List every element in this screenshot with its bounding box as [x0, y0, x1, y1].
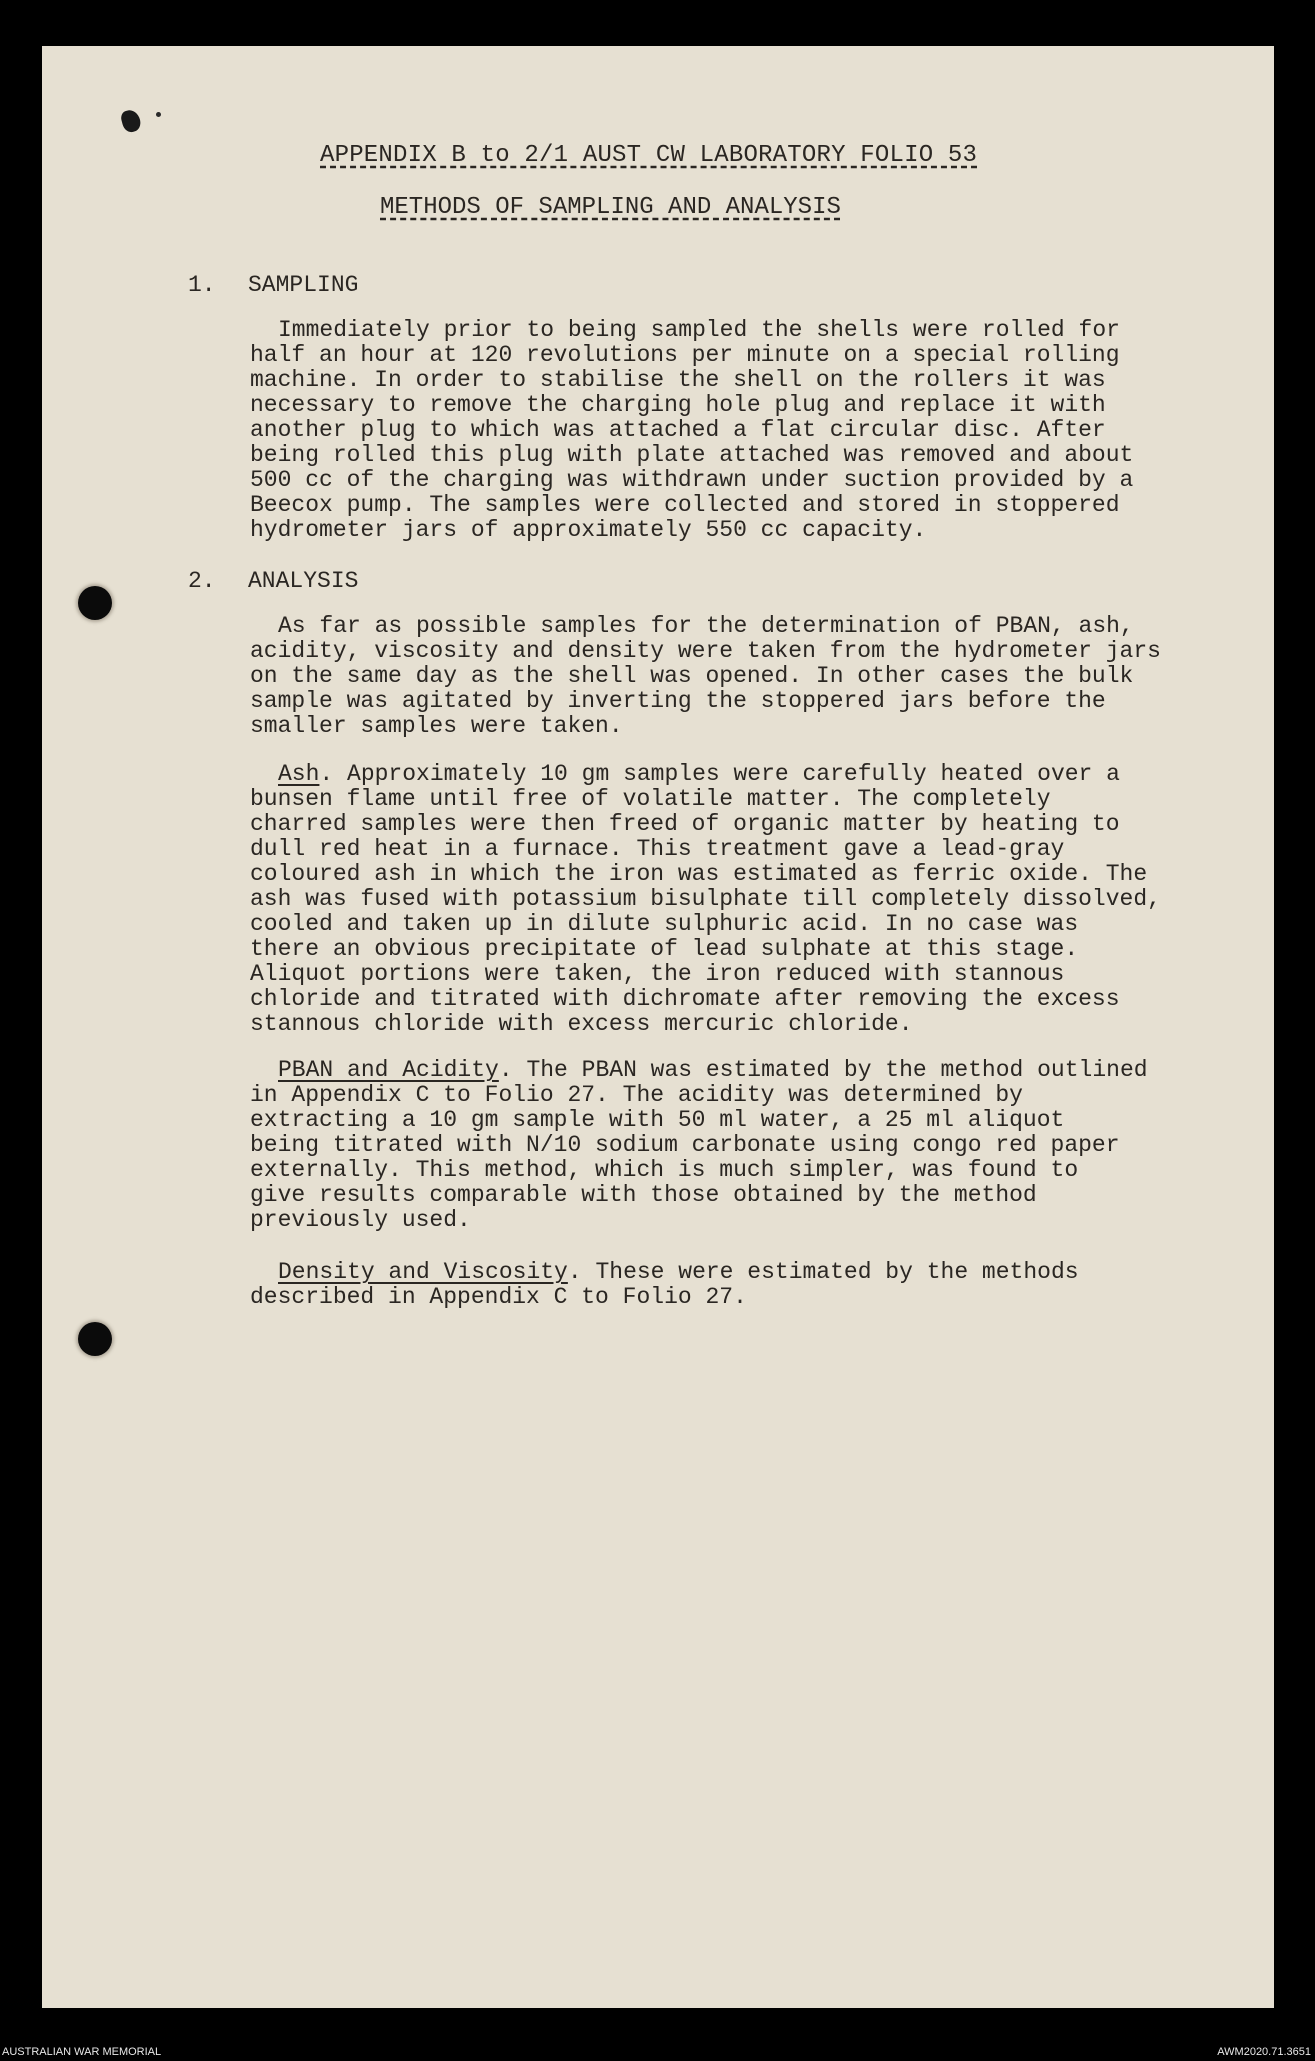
section-heading-sampling: [188, 272, 358, 298]
text-line: externally. This method, which is much simpler, was found to: [250, 1157, 1079, 1183]
ink-speck-mark: [119, 108, 142, 134]
section-title: ANALYSIS: [248, 568, 359, 594]
paragraph-lead-pban: PBAN and Acidity: [278, 1057, 499, 1083]
paragraph-lead-rest: . The PBAN was estimated by the method outlined: [498, 1057, 1148, 1083]
text-line: charred samples were then freed of organic matter by heating to: [250, 811, 1120, 837]
paragraph-lead-density: Density and Viscosity: [278, 1259, 568, 1285]
text-line: described in Appendix C to Folio 27.: [250, 1284, 747, 1310]
text-line: half an hour at 120 revolutions per minute on a special rolling: [250, 342, 1120, 368]
text-line: smaller samples were taken.: [250, 713, 623, 739]
punch-hole-top: [78, 586, 112, 620]
text-line: necessary to remove the charging hole plug and replace it with: [250, 392, 1106, 418]
paragraph-lead-rest: . Approximately 10 gm samples were carefully heated over a: [319, 761, 1120, 787]
paragraph-pban-acidity: [250, 1058, 1260, 1233]
text-line: Beecox pump. The samples were collected and stored in stoppered: [250, 492, 1120, 518]
section-number: 2.: [188, 568, 216, 594]
footer-left-credit: AUSTRALIAN WAR MEMORIAL: [2, 2046, 162, 2058]
text-line: Aliquot portions were taken, the iron reduced with stannous: [250, 961, 1065, 987]
paragraph-ash: [250, 762, 1260, 1037]
text-line: being titrated with N/10 sodium carbonate using congo red paper: [250, 1132, 1120, 1158]
paragraph-lead-ash: Ash: [278, 761, 320, 787]
text-line: another plug to which was attached a flat circular disc. After: [250, 417, 1106, 443]
text-line: ash was fused with potassium bisulphate till completely dissolved,: [250, 886, 1161, 912]
text-line: coloured ash in which the iron was estimated as ferric oxide. The: [250, 861, 1148, 887]
text-line: extracting a 10 gm sample with 50 ml water, a 25 ml aliquot: [250, 1107, 1065, 1133]
text-line: dull red heat in a furnace. This treatment gave a lead-gray: [250, 836, 1065, 862]
document-page: [42, 46, 1274, 2008]
punch-hole-bottom: [78, 1322, 112, 1356]
text-line: As far as possible samples for the determination of PBAN, ash,: [278, 613, 1134, 639]
text-line: hydrometer jars of approximately 550 cc capacity.: [250, 517, 927, 543]
paragraph-density-viscosity: [250, 1260, 1260, 1310]
ink-dot-mark: [156, 112, 161, 117]
document-title: APPENDIX B to 2/1 AUST CW LABORATORY FOLIO 53: [320, 142, 978, 169]
text-line: chloride and titrated with dichromate after removing the excess: [250, 986, 1120, 1012]
footer-right-reference: AWM2020.71.3651: [1217, 2046, 1311, 2058]
text-line: stannous chloride with excess mercuric chloride.: [250, 1011, 913, 1037]
text-line: on the same day as the shell was opened. In other cases the bulk: [250, 663, 1134, 689]
text-line: acidity, viscosity and density were taken from the hydrometer jars: [250, 638, 1161, 664]
section-number: 1.: [188, 272, 216, 298]
text-line: cooled and taken up in dilute sulphuric acid. In no case was: [250, 911, 1079, 937]
text-line: [250, 1260, 1260, 1285]
text-line: being rolled this plug with plate attached was removed and about: [250, 442, 1134, 468]
document-subtitle: METHODS OF SAMPLING AND ANALYSIS: [380, 194, 841, 221]
text-line: Immediately prior to being sampled the shells were rolled for: [278, 317, 1120, 343]
text-line: [250, 1058, 1260, 1083]
text-line: there an obvious precipitate of lead sulphate at this stage.: [250, 936, 1079, 962]
text-line: bunsen flame until free of volatile matter. The completely: [250, 786, 1051, 812]
section-heading-analysis: [188, 568, 358, 594]
text-line: in Appendix C to Folio 27. The acidity was determined by: [250, 1082, 1023, 1108]
text-line: previously used.: [250, 1207, 471, 1233]
section-title: SAMPLING: [248, 272, 359, 298]
paragraph-analysis-intro: [250, 614, 1260, 739]
text-line: 500 cc of the charging was withdrawn under suction provided by a: [250, 467, 1134, 493]
paragraph-sampling: [250, 318, 1260, 543]
text-line: [250, 762, 1260, 787]
text-line: machine. In order to stabilise the shell on the rollers it was: [250, 367, 1106, 393]
text-line: sample was agitated by inverting the stoppered jars before the: [250, 688, 1106, 714]
text-line: give results comparable with those obtained by the method: [250, 1182, 1037, 1208]
paragraph-lead-rest: . These were estimated by the methods: [567, 1259, 1079, 1285]
